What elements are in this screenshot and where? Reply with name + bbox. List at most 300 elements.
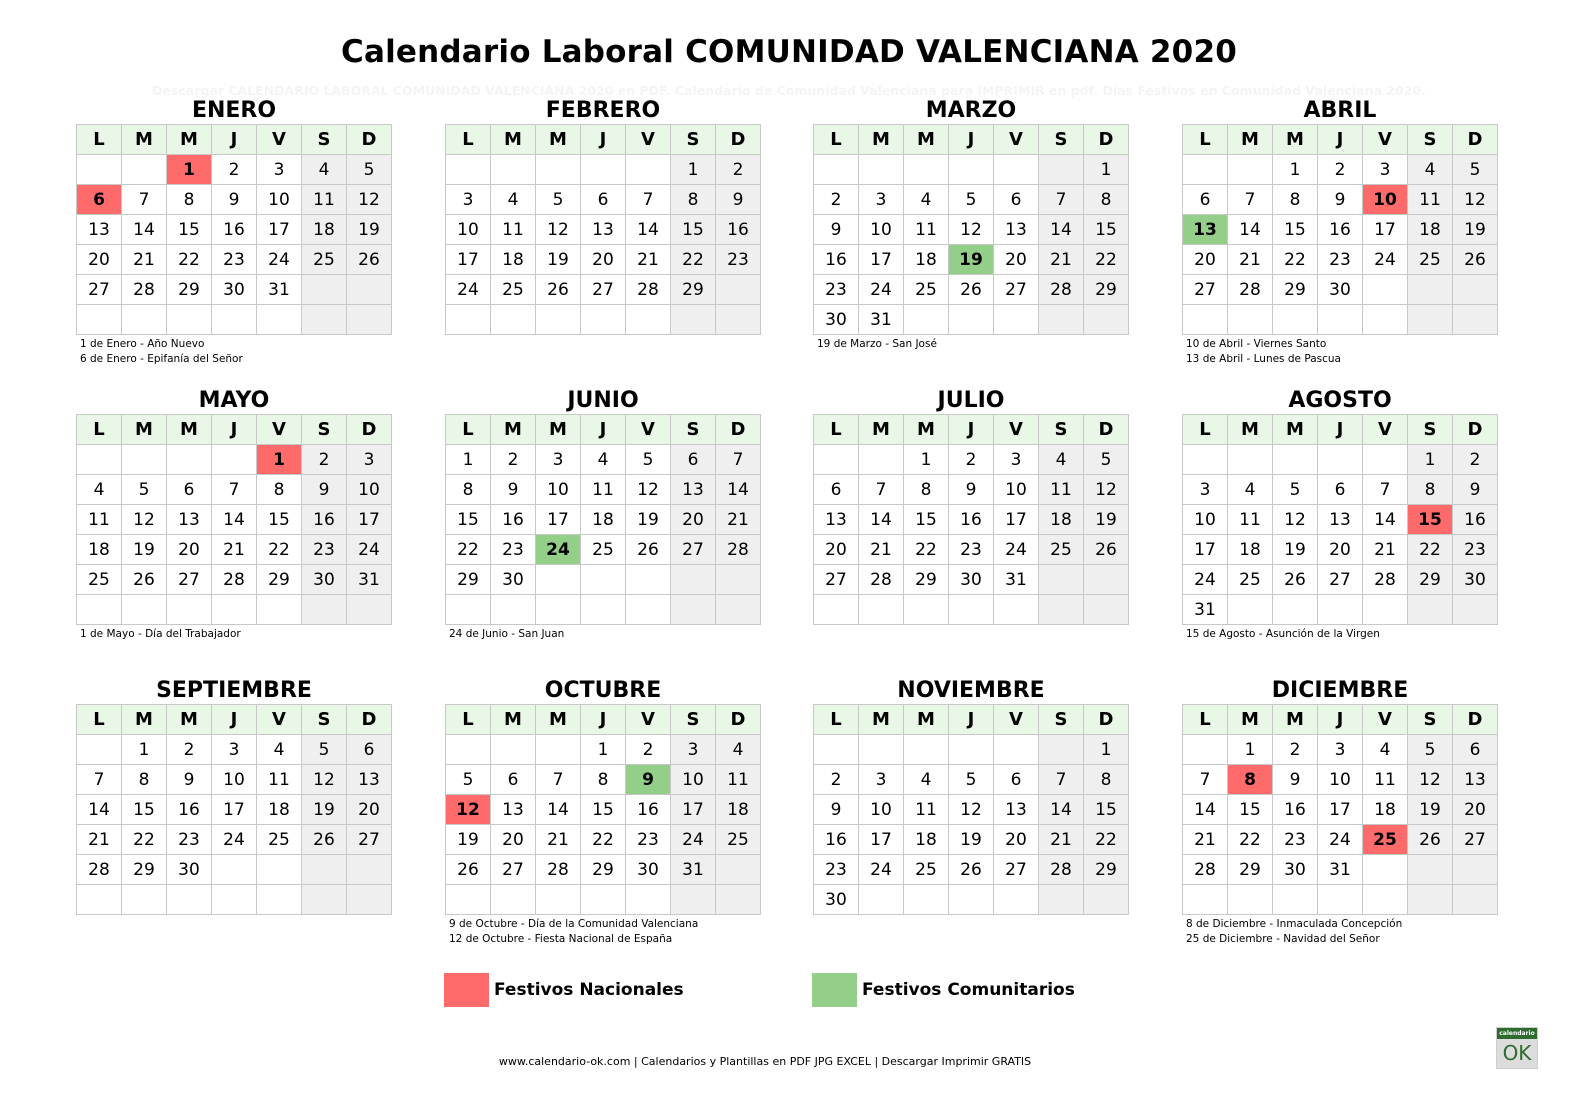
day-cell: 3 [994,445,1039,475]
day-cell: 21 [536,825,581,855]
empty-cell [347,275,392,305]
weekday-header: J [581,415,626,445]
day-cell: 7 [1228,185,1273,215]
day-cell: 18 [581,505,626,535]
day-cell: 12 [1453,185,1498,215]
day-cell: 11 [77,505,122,535]
empty-cell [77,595,122,625]
day-cell: 28 [122,275,167,305]
empty-cell [1363,885,1408,915]
week-row [77,185,392,215]
day-cell: 13 [814,505,859,535]
empty-cell [814,595,859,625]
day-cell: 7 [212,475,257,505]
empty-cell [302,595,347,625]
day-cell: 4 [491,185,536,215]
day-cell: 27 [1183,275,1228,305]
week-row [77,765,392,795]
week-row [1183,215,1498,245]
day-cell: 30 [949,565,994,595]
empty-cell [949,595,994,625]
day-cell: 14 [1183,795,1228,825]
empty-cell [1318,595,1363,625]
day-cell: 7 [122,185,167,215]
empty-cell [626,305,671,335]
week-row [814,765,1129,795]
day-cell: 6 [581,185,626,215]
day-cell: 20 [581,245,626,275]
day-cell: 18 [302,215,347,245]
day-cell: 2 [212,155,257,185]
day-cell: 2 [1318,155,1363,185]
month-table [1182,124,1498,335]
month-name: JULIO [937,388,1005,413]
empty-cell [1318,885,1363,915]
weekday-header: J [212,415,257,445]
week-row [1183,765,1498,795]
empty-cell [491,155,536,185]
empty-cell [581,885,626,915]
week-row [77,825,392,855]
day-cell: 17 [347,505,392,535]
weekday-header: V [626,415,671,445]
month-table [76,704,392,915]
day-cell: 18 [491,245,536,275]
week-row [77,795,392,825]
empty-cell [1318,445,1363,475]
holiday-notes [1182,627,1498,642]
day-cell: 2 [949,445,994,475]
weekday-header: S [1408,415,1453,445]
weekday-header: M [859,705,904,735]
day-cell: 27 [994,275,1039,305]
day-cell: 20 [671,505,716,535]
empty-cell [904,735,949,765]
weekday-header: J [581,705,626,735]
day-cell: 16 [491,505,536,535]
weekday-header: D [347,415,392,445]
week-row [814,595,1129,625]
day-cell: 19 [122,535,167,565]
day-cell: 25 [1039,535,1084,565]
weekday-header: S [671,415,716,445]
empty-cell [536,565,581,595]
day-cell: 23 [212,245,257,275]
weekday-header: M [491,705,536,735]
empty-cell [446,885,491,915]
month-marzo [813,98,1129,352]
day-cell: 20 [994,825,1039,855]
legend-comunitario-swatch [812,973,857,1007]
day-cell: 28 [1039,275,1084,305]
weekday-header: V [994,705,1039,735]
empty-cell [581,565,626,595]
weekday-header: L [814,415,859,445]
day-cell: 23 [949,535,994,565]
day-cell: 26 [949,275,994,305]
day-cell: 22 [167,245,212,275]
day-cell: 14 [1039,795,1084,825]
day-cell: 12 [122,505,167,535]
day-cell: 30 [814,885,859,915]
empty-cell [1453,595,1498,625]
day-cell: 6 [1318,475,1363,505]
day-cell: 10 [671,765,716,795]
week-row [446,535,761,565]
day-cell: 28 [77,855,122,885]
day-cell: 29 [167,275,212,305]
empty-cell [1273,445,1318,475]
empty-cell [212,445,257,475]
weekday-header: S [671,125,716,155]
day-cell: 3 [1183,475,1228,505]
empty-cell [814,445,859,475]
empty-cell [814,735,859,765]
day-cell: 25 [904,855,949,885]
day-cell: 13 [1453,765,1498,795]
calendario-ok-logo[interactable] [1496,1027,1538,1069]
weekday-header: D [347,125,392,155]
day-cell: 18 [257,795,302,825]
day-cell: 20 [814,535,859,565]
day-cell: 6 [347,735,392,765]
day-cell: 11 [1039,475,1084,505]
week-row [1183,185,1498,215]
day-cell: 15 [581,795,626,825]
day-cell: 30 [1318,275,1363,305]
weekday-header: M [859,415,904,445]
day-cell: 26 [122,565,167,595]
day-cell: 1 [1228,735,1273,765]
holiday-nacional-cell: 1 [257,445,302,475]
empty-cell [347,595,392,625]
empty-cell [1039,885,1084,915]
day-cell: 26 [536,275,581,305]
weekday-header: L [1183,705,1228,735]
weekday-header: M [491,415,536,445]
day-cell: 2 [167,735,212,765]
week-row [446,825,761,855]
empty-cell [1228,445,1273,475]
week-row [1183,505,1498,535]
day-cell: 10 [859,215,904,245]
empty-cell [77,155,122,185]
day-cell: 13 [167,505,212,535]
empty-cell [257,305,302,335]
day-cell: 30 [1273,855,1318,885]
day-cell: 16 [626,795,671,825]
day-cell: 27 [671,535,716,565]
weekday-header: J [949,705,994,735]
legend-comunitario [812,973,1075,1007]
month-name: ABRIL [1303,98,1377,123]
week-row [77,735,392,765]
day-cell: 8 [257,475,302,505]
weekday-header: L [1183,125,1228,155]
weekday-header: L [1183,415,1228,445]
day-cell: 13 [347,765,392,795]
day-cell: 3 [859,185,904,215]
day-cell: 23 [1273,825,1318,855]
day-cell: 22 [904,535,949,565]
day-cell: 19 [1273,535,1318,565]
month-table [813,704,1129,915]
empty-cell [814,155,859,185]
month-table [1182,414,1498,625]
day-cell: 29 [671,275,716,305]
day-cell: 21 [1228,245,1273,275]
empty-cell [1039,565,1084,595]
day-cell: 14 [716,475,761,505]
weekday-header: V [626,705,671,735]
empty-cell [77,885,122,915]
holiday-note: 24 de Junio - San Juan [449,628,565,640]
day-cell: 24 [671,825,716,855]
day-cell: 21 [1039,245,1084,275]
day-cell: 15 [1084,795,1129,825]
month-mayo [76,388,392,642]
logo-top-text: calendario [1497,1028,1537,1039]
weekday-header: M [1273,705,1318,735]
day-cell: 10 [1183,505,1228,535]
day-cell: 27 [581,275,626,305]
weekday-header: L [446,415,491,445]
day-cell: 2 [814,185,859,215]
day-cell: 5 [347,155,392,185]
empty-cell [581,305,626,335]
day-cell: 22 [122,825,167,855]
empty-cell [671,565,716,595]
day-cell: 9 [1318,185,1363,215]
day-cell: 25 [1408,245,1453,275]
week-row [1183,795,1498,825]
day-cell: 26 [1453,245,1498,275]
day-cell: 5 [949,765,994,795]
day-cell: 23 [491,535,536,565]
empty-cell [257,595,302,625]
empty-cell [949,885,994,915]
day-cell: 20 [347,795,392,825]
day-cell: 4 [716,735,761,765]
day-cell: 6 [814,475,859,505]
empty-cell [536,595,581,625]
month-name: NOVIEMBRE [897,678,1045,703]
weekday-header: M [1228,415,1273,445]
day-cell: 15 [671,215,716,245]
day-cell: 26 [949,855,994,885]
day-cell: 10 [536,475,581,505]
footer-text: www.calendario-ok.com | Calendarios y Plantillas en PDF JPG EXCEL | Descargar Imprimir GRATIS [498,1055,1032,1068]
month-enero [76,98,392,367]
day-cell: 16 [814,825,859,855]
empty-cell [167,445,212,475]
week-row [814,185,1129,215]
week-row [814,885,1129,915]
weekday-header: D [1084,125,1129,155]
day-cell: 19 [302,795,347,825]
empty-cell [1039,595,1084,625]
day-cell: 17 [257,215,302,245]
empty-cell [212,305,257,335]
day-cell: 4 [1408,155,1453,185]
weekday-header: M [122,415,167,445]
empty-cell [536,305,581,335]
month-julio [813,388,1129,627]
day-cell: 24 [859,275,904,305]
day-cell: 14 [212,505,257,535]
day-cell: 10 [446,215,491,245]
day-cell: 8 [1084,765,1129,795]
weekday-header: L [77,705,122,735]
week-row [77,445,392,475]
month-table [813,124,1129,335]
day-cell: 9 [491,475,536,505]
day-cell: 3 [446,185,491,215]
day-cell: 24 [1363,245,1408,275]
day-cell: 25 [77,565,122,595]
day-cell: 14 [626,215,671,245]
empty-cell [626,595,671,625]
month-abril [1182,98,1498,367]
day-cell: 11 [904,795,949,825]
weekday-header: L [814,705,859,735]
day-cell: 7 [716,445,761,475]
weekday-header: V [1363,705,1408,735]
empty-cell [446,155,491,185]
day-cell: 15 [1084,215,1129,245]
day-cell: 6 [994,765,1039,795]
empty-cell [302,855,347,885]
empty-cell [446,595,491,625]
day-cell: 1 [581,735,626,765]
week-row [446,595,761,625]
empty-cell [1084,305,1129,335]
day-cell: 23 [716,245,761,275]
weekday-header: M [122,125,167,155]
week-row [1183,155,1498,185]
day-cell: 24 [1183,565,1228,595]
holiday-note: 15 de Agosto - Asunción de la Virgen [1186,628,1380,640]
empty-cell [1453,305,1498,335]
holiday-comunitario-cell: 13 [1183,215,1228,245]
day-cell: 11 [1228,505,1273,535]
empty-cell [994,735,1039,765]
day-cell: 25 [1228,565,1273,595]
day-cell: 7 [1363,475,1408,505]
day-cell: 31 [1318,855,1363,885]
day-cell: 5 [1408,735,1453,765]
month-name: AGOSTO [1288,388,1392,413]
day-cell: 21 [859,535,904,565]
day-cell: 10 [1318,765,1363,795]
day-cell: 4 [77,475,122,505]
day-cell: 27 [1318,565,1363,595]
weekday-header: M [536,705,581,735]
day-cell: 4 [1039,445,1084,475]
empty-cell [949,735,994,765]
day-cell: 15 [446,505,491,535]
month-name: FEBRERO [545,98,661,123]
weekday-header: D [1453,415,1498,445]
empty-cell [1084,885,1129,915]
week-row [814,275,1129,305]
day-cell: 19 [1453,215,1498,245]
day-cell: 12 [1273,505,1318,535]
day-cell: 2 [302,445,347,475]
weekday-header: V [257,705,302,735]
day-cell: 9 [1453,475,1498,505]
holiday-nacional-cell: 12 [446,795,491,825]
day-cell: 29 [257,565,302,595]
empty-cell [491,735,536,765]
month-junio [445,388,761,642]
empty-cell [1273,305,1318,335]
month-table [1182,704,1498,915]
week-row [1183,445,1498,475]
day-cell: 1 [446,445,491,475]
day-cell: 20 [491,825,536,855]
logo-ok-text: OK [1502,1041,1532,1065]
empty-cell [1183,885,1228,915]
day-cell: 31 [994,565,1039,595]
empty-cell [716,855,761,885]
weekday-header: M [1228,705,1273,735]
month-name: MARZO [925,98,1017,123]
empty-cell [1453,885,1498,915]
empty-cell [1408,855,1453,885]
day-cell: 18 [1039,505,1084,535]
day-cell: 12 [626,475,671,505]
day-cell: 6 [994,185,1039,215]
day-cell: 3 [212,735,257,765]
day-cell: 18 [1408,215,1453,245]
day-cell: 26 [347,245,392,275]
day-cell: 9 [167,765,212,795]
week-row [77,215,392,245]
weekday-header: S [1039,415,1084,445]
holiday-nacional-cell: 6 [77,185,122,215]
day-cell: 19 [949,825,994,855]
week-row [446,765,761,795]
day-cell: 6 [167,475,212,505]
weekday-header: M [904,415,949,445]
day-cell: 8 [122,765,167,795]
empty-cell [77,735,122,765]
day-cell: 7 [1039,765,1084,795]
day-cell: 13 [994,215,1039,245]
empty-cell [1318,305,1363,335]
day-cell: 27 [167,565,212,595]
day-cell: 12 [347,185,392,215]
week-row [77,855,392,885]
day-cell: 16 [302,505,347,535]
weekday-header: M [536,415,581,445]
day-cell: 25 [904,275,949,305]
empty-cell [859,445,904,475]
day-cell: 28 [1039,855,1084,885]
day-cell: 12 [1408,765,1453,795]
week-row [814,855,1129,885]
day-cell: 17 [859,825,904,855]
week-row [1183,565,1498,595]
day-cell: 5 [1084,445,1129,475]
day-cell: 30 [167,855,212,885]
weekday-header: M [859,125,904,155]
day-cell: 16 [814,245,859,275]
empty-cell [671,305,716,335]
day-cell: 2 [1273,735,1318,765]
day-cell: 7 [626,185,671,215]
